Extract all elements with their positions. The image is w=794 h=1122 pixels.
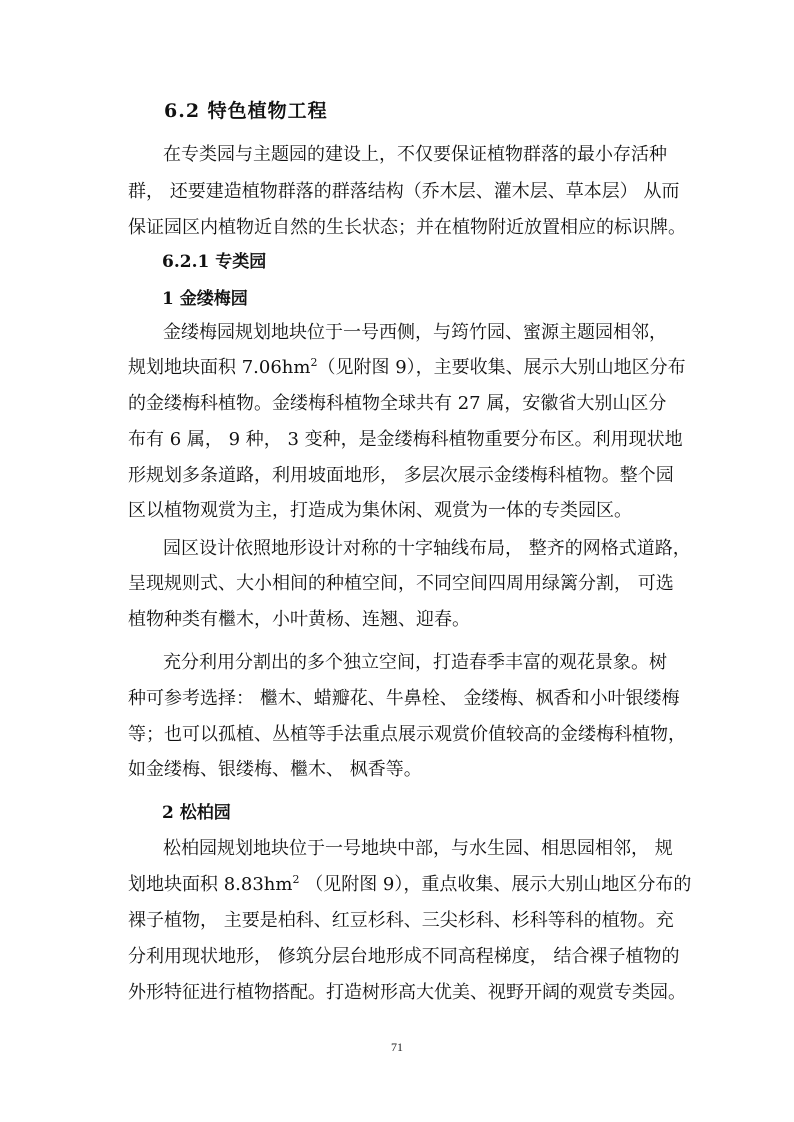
area-text-after: （见附图 9），重点收集、展示大别山地区分布的: [299, 874, 692, 895]
area-text-after: （见附图 9），主要收集、展示大别山地区分布: [317, 357, 686, 378]
section2-para1-line5: 外形特征进行植物搭配。打造树形高大优美、视野开阔的观赏专类园。: [128, 982, 686, 1003]
section-heading: 6.2 特色植物工程: [164, 100, 328, 122]
intro-line-3: 保证园区内植物近自然的生长状态；并在植物附近放置相应的标识牌。: [128, 217, 686, 238]
section1-para3-line4: 如金缕梅、银缕梅、檵木、 枫香等。: [128, 759, 422, 780]
area-unit-superscript: 2: [310, 356, 318, 369]
section1-para1-line5: 形规划多条道路，利用坡面地形， 多层次展示金缕梅科植物。整个园: [128, 465, 674, 486]
section1-title: 1 金缕梅园: [162, 289, 248, 309]
subsection-heading: 6.2.1 专类园: [162, 252, 267, 272]
area-text: 规划地块面积 7.06hm: [128, 357, 311, 378]
area-unit-superscript: 2: [292, 873, 300, 886]
section2-para1-line2: [128, 873, 691, 897]
area-text: 划地块面积 8.83hm: [128, 874, 293, 895]
section1-para3-line1: 充分利用分割出的多个独立空间，打造春季丰富的观花景象。树: [163, 652, 667, 673]
section1-para2-line1: 园区设计依照地形设计对称的十字轴线布局， 整齐的网格式道路，: [163, 538, 691, 559]
section1-para1-line2: [128, 356, 686, 380]
section2-para1-line4: 分利用现状地形， 修筑分层台地形成不同高程梯度， 结合裸子植物的: [128, 946, 680, 967]
section1-para2-line2: 呈现规则式、大小相间的种植空间，不同空间四周用绿篱分割， 可选: [128, 573, 674, 594]
section1-para2-line3: 植物种类有檵木，小叶黄杨、连翘、迎春。: [128, 609, 470, 630]
section2-para1-line3: 裸子植物， 主要是柏科、红豆杉科、三尖杉科、杉科等科的植物。充: [128, 910, 674, 931]
section1-para3-line2: 种可参考选择： 檵木、蜡瓣花、牛鼻栓、 金缕梅、枫香和小叶银缕梅: [128, 688, 680, 709]
section1-para1-line6: 区以植物观赏为主，打造成为集休闲、观赏为一体的专类园区。: [128, 500, 632, 521]
section1-para3-line3: 等；也可以孤植、丛植等手法重点展示观赏价值较高的金缕梅科植物，: [128, 724, 686, 745]
intro-line-1: 在专类园与主题园的建设上，不仅要保证植物群落的最小存活种: [163, 144, 667, 165]
section1-para1-line1: 金缕梅园规划地块位于一号西侧，与筠竹园、蜜源主题园相邻，: [163, 322, 667, 343]
section1-para1-line3: 的金缕梅科植物。金缕梅科植物全球共有 27 属，安徽省大别山区分: [128, 393, 667, 414]
section2-title: 2 松柏园: [162, 803, 231, 823]
section1-para1-line4: 布有 6 属， 9 种， 3 变种，是金缕梅科植物重要分布区。利用现状地: [128, 429, 683, 450]
intro-line-2: 群， 还要建造植物群落的群落结构（乔木层、灌木层、草本层） 从而: [128, 181, 680, 202]
section2-para1-line1: 松柏园规划地块位于一号地块中部，与水生园、相思园相邻， 规: [163, 838, 673, 859]
page-number: 71: [391, 1040, 403, 1054]
